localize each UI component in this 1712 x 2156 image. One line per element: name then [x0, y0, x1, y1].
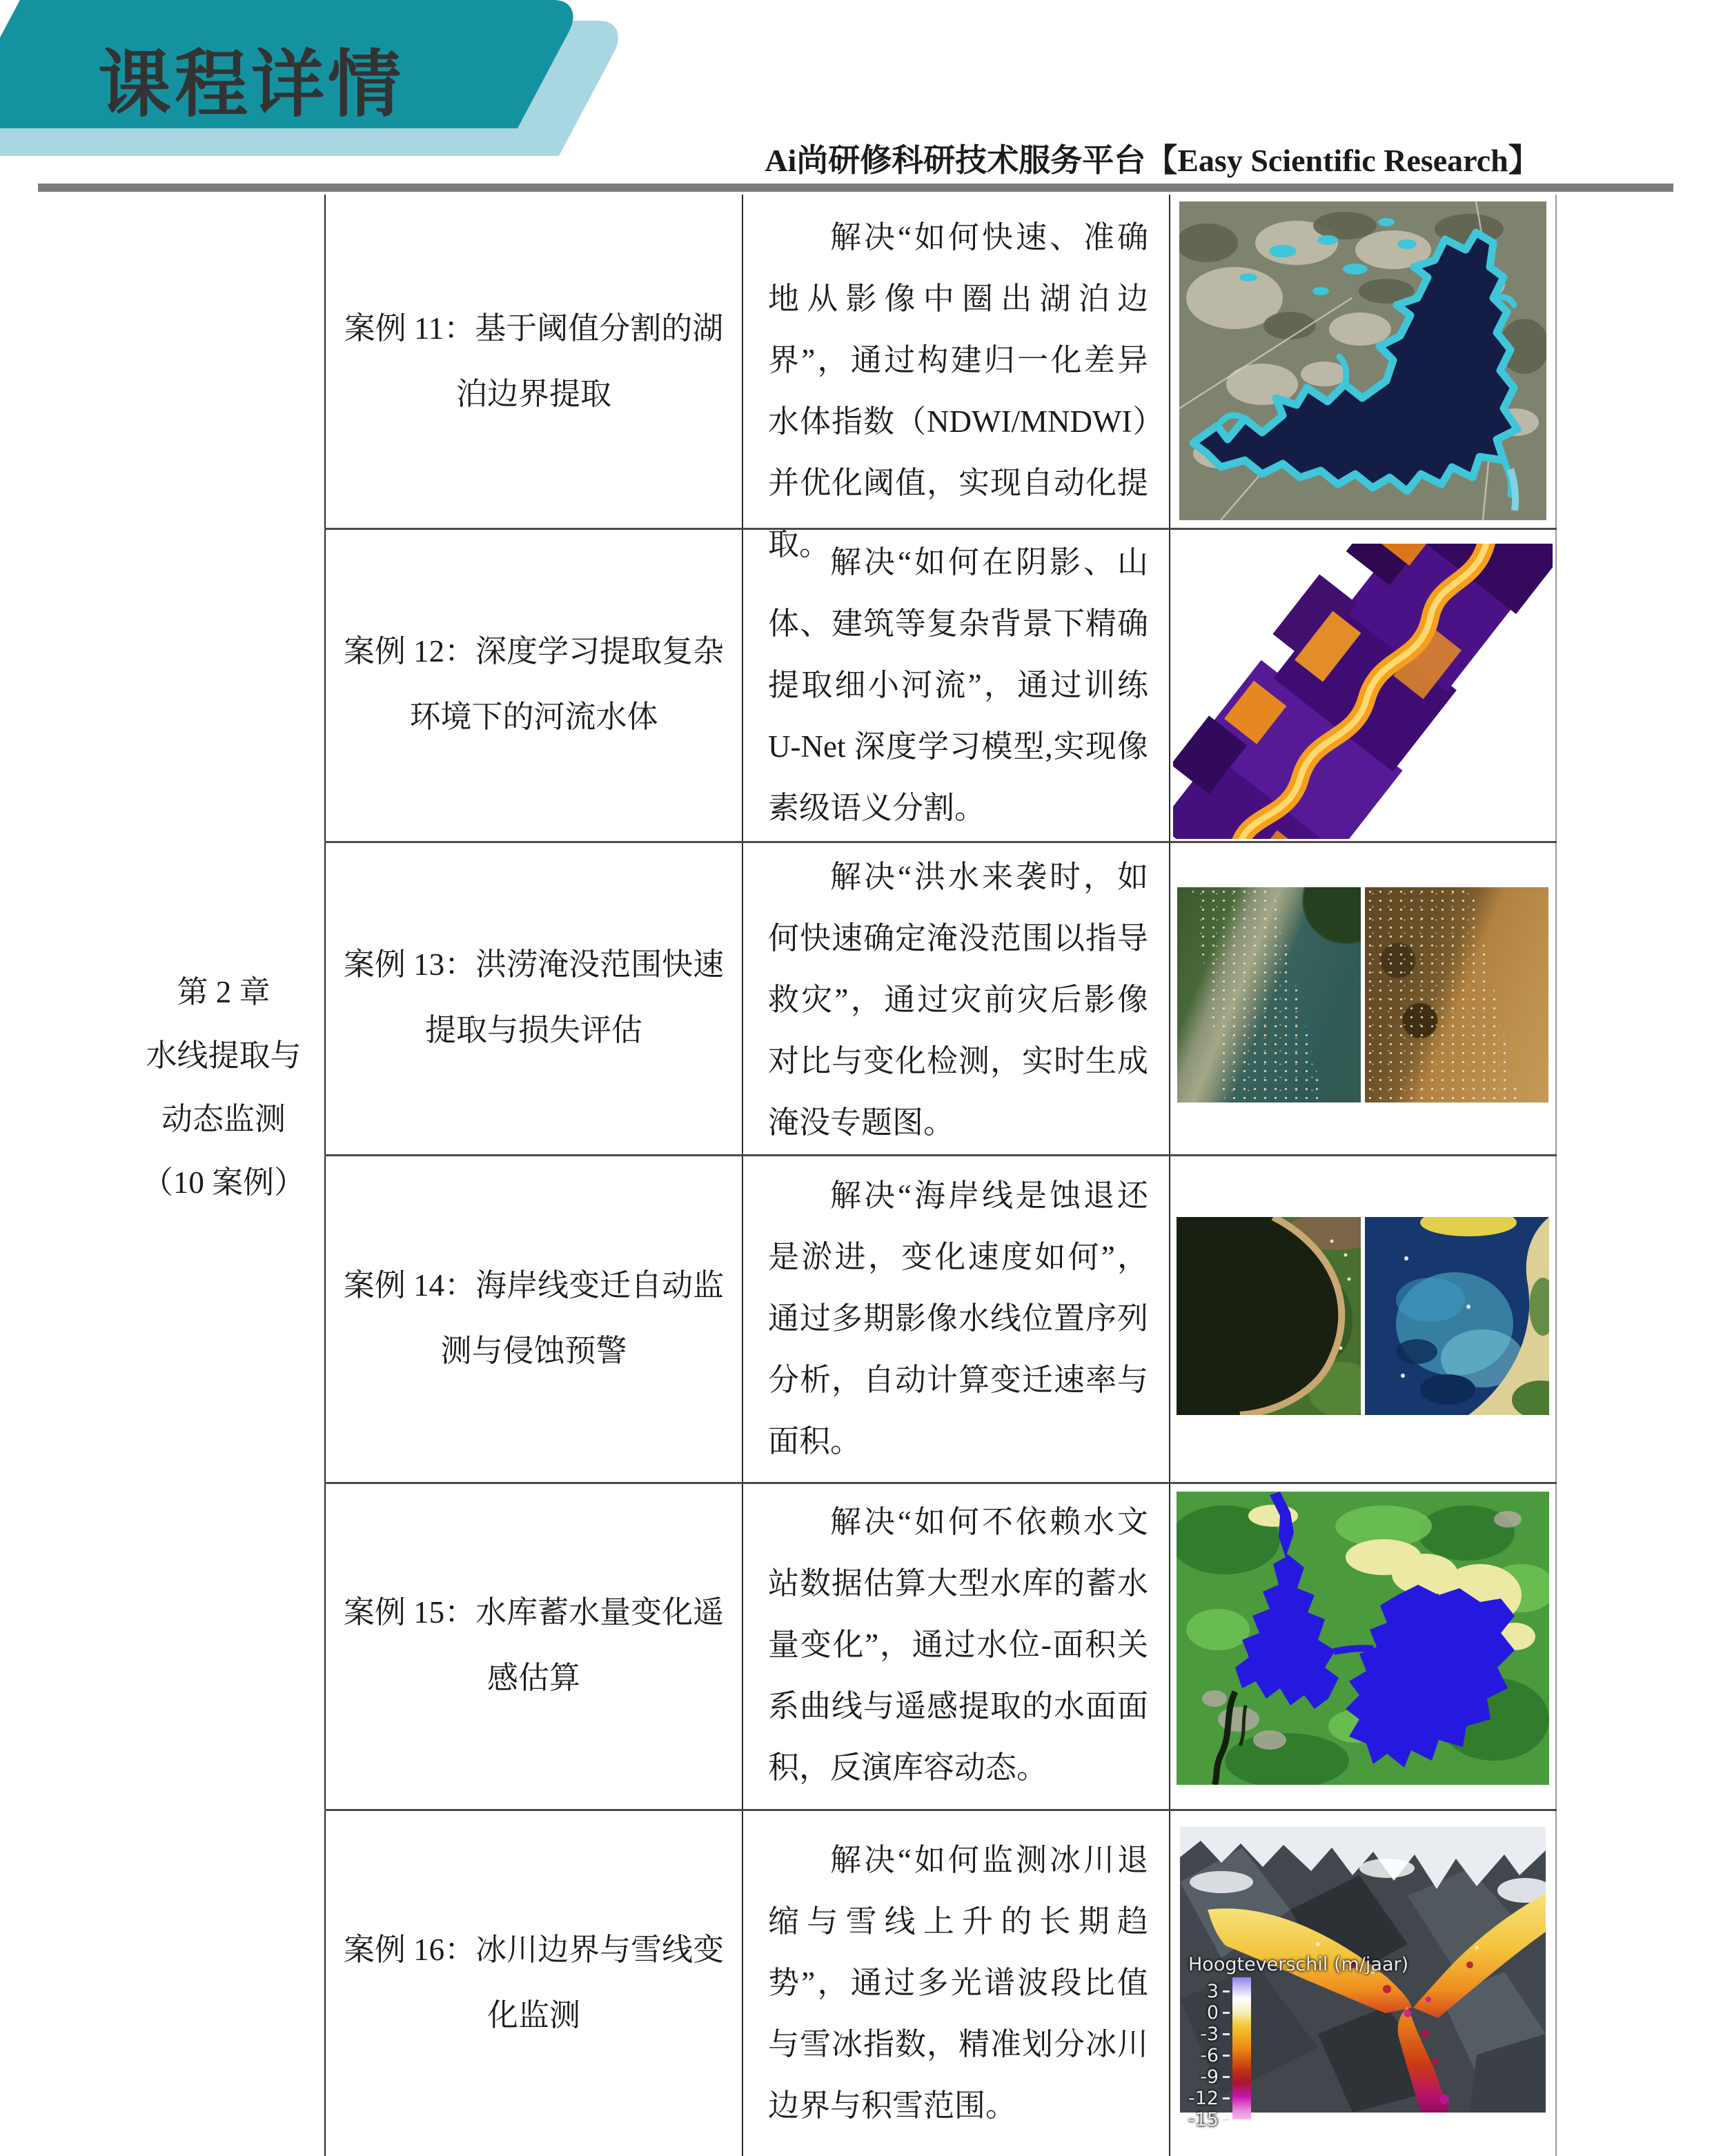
case-16-image-cell — [1170, 1827, 1555, 2130]
chapter-line: （10 案例） — [141, 1165, 306, 1200]
legend-tick-label: -12 — [1188, 2088, 1219, 2109]
tick-dash — [1223, 2076, 1230, 2078]
town-speckle-texture — [1365, 887, 1548, 1102]
legend-tick-label: -15 — [1188, 2109, 1219, 2130]
case-15-title: 案例 15：水库蓄水量变化遥感估算 — [343, 1595, 725, 1695]
case-11-image-cell — [1170, 201, 1555, 521]
case-14-description: 解决“海岸线是蚀退还是淤进，变化速度如何”，通过多期影像水线位置序列分析，自动计算变迁速率与面积。 — [768, 1178, 1148, 1458]
legend-tick-label: -9 — [1200, 2066, 1219, 2088]
case-11-title: 案例 11：基于阈值分割的湖泊边界提取 — [344, 310, 724, 411]
case-12-image-cell — [1170, 544, 1555, 839]
coast-earlier-image — [1177, 1217, 1361, 1415]
tick-dash — [1223, 2097, 1230, 2099]
tick-dash — [1223, 2055, 1230, 2057]
lake-boundary-satellite-image — [1179, 201, 1546, 520]
glacier-snowline-3d-image — [1180, 1827, 1546, 2130]
legend-tick-label: 3 — [1206, 1981, 1219, 2002]
flood-before-image — [1177, 887, 1361, 1102]
town-speckle-texture — [1177, 887, 1361, 1102]
reservoir-storage-map-image — [1177, 1492, 1549, 1785]
tick-dash — [1223, 2033, 1230, 2035]
coast-later-image — [1365, 1217, 1549, 1415]
case-13-description: 解决“洪水来袭时，如何快速确定淹没范围以指导救灾”，通过灾前灾后影像对比与变化检测，实时生成淹没专题图。 — [768, 860, 1148, 1140]
case-12-description: 解决“如何在阴影、山体、建筑等复杂背景下精确提取细小河流”，通过训练 U-Net 深度学习模型,实现像素级语义分割。 — [768, 545, 1148, 825]
tick-dash — [1223, 2012, 1230, 2014]
case-12-title: 案例 12：深度学习提取复杂环境下的河流水体 — [343, 634, 725, 734]
case-14-image-cell — [1170, 1217, 1555, 1415]
legend-title: Hoogteverschil (m/jaar) — [1188, 1954, 1409, 1975]
legend-ticks — [1188, 1981, 1230, 2130]
chapter-line: 水线提取与 — [146, 1038, 302, 1073]
case-15-image-cell — [1170, 1492, 1555, 1785]
chapter-line: 第 2 章 — [177, 975, 270, 1009]
page-title: 课程详情 — [98, 42, 404, 127]
legend-tick-label: -3 — [1200, 2024, 1219, 2045]
case-16-title: 案例 16：冰川边界与雪线变化监测 — [343, 1932, 725, 2033]
case-15-description: 解决“如何不依赖水文站数据估算大型水库的蓄水量变化”，通过水位-面积关系曲线与遥感提取的水面面积，反演库容动态。 — [768, 1505, 1148, 1785]
colorbar — [1232, 1977, 1251, 2119]
chapter-line: 动态监测 — [161, 1102, 286, 1136]
case-13-image-cell — [1170, 887, 1555, 1102]
table-vline-right — [1555, 195, 1557, 2156]
flood-after-image — [1365, 887, 1548, 1102]
case-11-description: 解决“如何快速、准确地从影像中圈出湖泊边界”，通过构建归一化差异水体指数（NDWI/MNDWI）并优化阈值，实现自动化提取。 — [768, 220, 1148, 562]
case-14-title: 案例 14：海岸线变迁自动监测与侵蚀预警 — [343, 1267, 725, 1368]
title-rule — [38, 184, 1673, 192]
legend-tick-label: 0 — [1206, 2002, 1219, 2024]
case-16-description: 解决“如何监测冰川退缩与雪线上升的长期趋势”，通过多光谱波段比值与雪冰指数，精准划分冰川边界与积雪范围。 — [768, 1843, 1148, 2123]
glacier-colorbar-legend — [1188, 1954, 1409, 2130]
chapter-cell — [123, 960, 324, 1214]
tick-dash — [1223, 2119, 1230, 2121]
tick-dash — [1223, 1990, 1230, 1992]
river-unet-classification-image — [1173, 544, 1553, 839]
case-13-title: 案例 13：洪涝淹没范围快速提取与损失评估 — [343, 947, 725, 1047]
legend-tick-label: -6 — [1200, 2045, 1219, 2066]
platform-title: Ai尚研修科研技术服务平台【Easy Scientific Research】 — [765, 143, 1540, 178]
banner — [0, 0, 676, 166]
